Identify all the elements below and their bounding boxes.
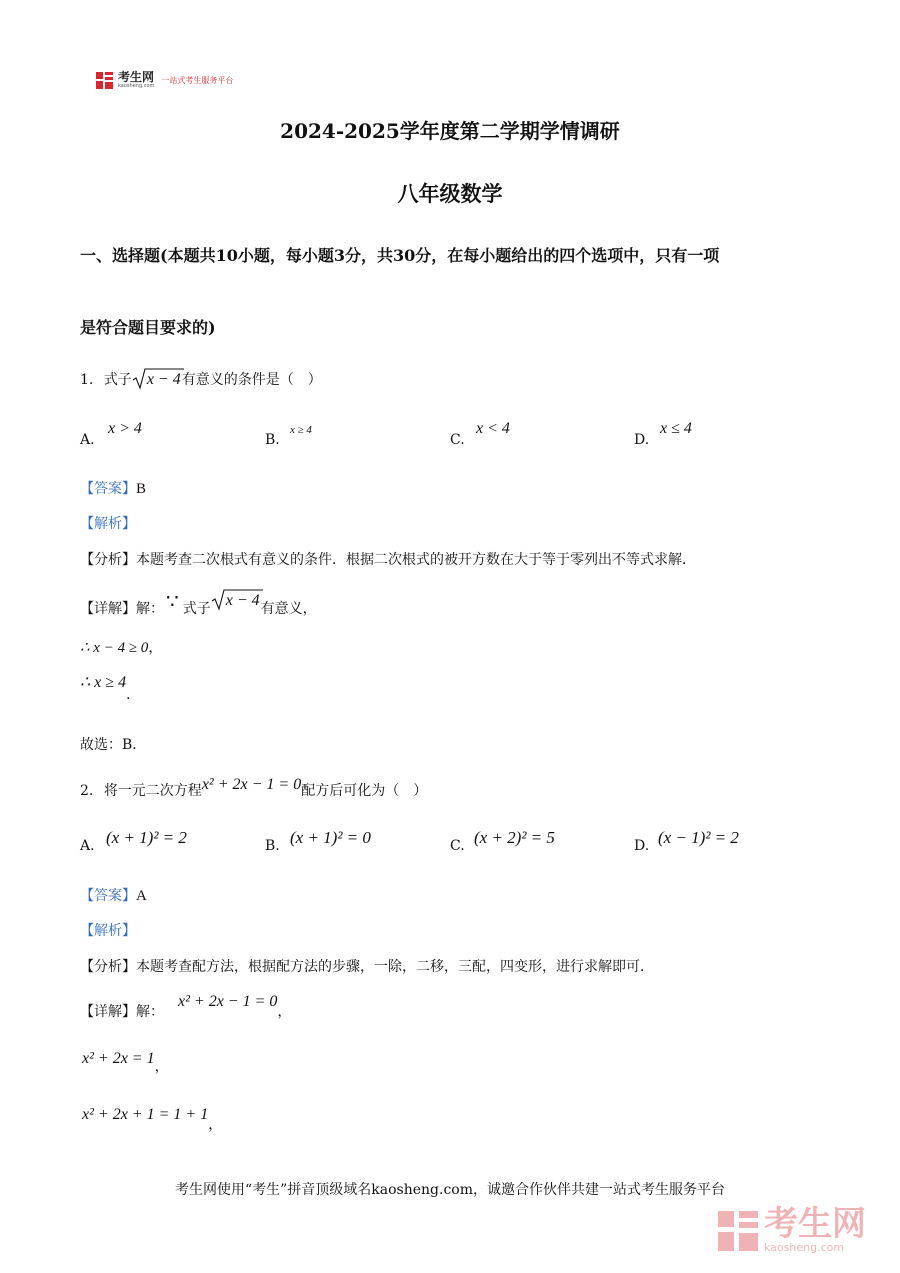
brand-slogan: 一站式考生服务平台 [161,76,234,85]
stem-equation: x² + 2x − 1 = 0 [201,776,302,793]
q1-step-2 [80,672,141,703]
stem-suffix: 配方后可化为（ ） [301,783,428,799]
step-1-math: x² + 2x = 1 [82,1050,155,1067]
q1-option-a-math: x > 4 [108,420,142,437]
q2-option-b-label: B. [265,838,280,854]
q2-option-b-math: (x + 1)² = 0 [290,828,371,847]
detail-tag: 【详解】 [80,601,136,617]
q2-analysis [80,956,654,976]
section-heading-line1: 一、选择题(本题共10小题，每小题3分，共30分，在每小题给出的四个选项中，只有一项 [80,246,720,265]
q1-analysis-tag: 【解析】 [80,516,136,532]
q1-option-c-math: x < 4 [476,420,510,437]
question-2-stem [80,776,428,800]
detail-radical-sign-icon [211,588,263,612]
watermark [718,1204,866,1254]
q1-conclusion: 故选：B． [80,737,147,753]
q2-option-c-label: C. [450,838,465,854]
page-footer: 考生网使用“考生”拼音顶级域名kaosheng.com，诚邀合作伙伴共建一站式考生服务平台 [174,1182,726,1198]
watermark-name: 考生网 [764,1204,866,1244]
question-number: 1. [80,372,94,388]
brand-name: 考生网 [118,70,155,84]
step-2-end: ． [126,687,141,703]
q2-step-2 [82,1104,223,1133]
fenxi-text: 本题考查配方法，根据配方法的步骤，一除，二移，三配，四变形，进行求解即可． [136,959,654,975]
q1-option-c-label: C. [450,432,465,448]
step-1-math: ∴ x − 4 ≥ 0 [80,640,149,656]
q2-option-a-math: (x + 1)² = 2 [106,828,187,847]
detail-tag: 【详解】 [80,1004,136,1020]
stem-suffix: 有意义的条件是（ ） [181,372,322,388]
q2-analysis-tag: 【解析】 [80,923,136,939]
page-title: 2024-2025学年度第二学期学情调研 [280,119,620,143]
sqrt-expression [132,371,182,389]
answer-value: A [136,888,147,904]
q1-option-d-math: x ≤ 4 [660,420,692,437]
logo-mark-icon [96,72,113,89]
question-1-stem [80,369,322,389]
q2-detail [80,993,292,1021]
answer-tag: 【答案】 [80,481,136,497]
q2-answer [80,885,147,905]
q1-detail [80,589,317,618]
fenxi-tag: 【分析】 [80,959,136,975]
q1-option-b-label: B. [265,432,280,448]
brand-domain: kaosheng.com [118,83,155,89]
answer-tag: 【答案】 [80,888,136,904]
detail-prefix: 解： [136,1004,164,1020]
q1-option-d-label: D. [634,432,650,448]
q1-analysis [80,549,696,569]
q2-option-d-math: (x − 1)² = 2 [658,828,739,847]
step-1-end: ， [148,640,163,656]
detail-text-2: 有意义， [260,601,317,617]
q2-step-1 [82,1048,169,1075]
brand-logo [96,72,233,89]
step-1-end: ， [154,1059,169,1075]
step-2-end: ， [208,1117,223,1133]
step-2-math: ∴ x ≥ 4 [80,674,127,691]
detail-prefix: 解： [136,601,164,617]
q2-option-a-label: A. [80,838,95,854]
watermark-domain: kaosheng.com [764,1241,845,1254]
detail-end: ， [277,1004,292,1020]
detail-equation: x² + 2x − 1 = 0 [178,993,278,1010]
because-symbol: ∵ [166,589,179,613]
detail-radicand: x − 4 [225,592,260,609]
fenxi-tag: 【分析】 [80,552,136,568]
page-subtitle: 八年级数学 [397,181,503,206]
fenxi-text: 本题考查二次根式有意义的条件．根据二次根式的被开方数在大于等于零列出不等式求解． [136,552,696,568]
q2-option-d-label: D. [634,838,650,854]
q1-option-a-label: A. [80,432,95,448]
section-heading-line2: 是符合题目要求的) [80,318,216,337]
detail-sqrt-expression [211,592,261,610]
q2-option-c-math: (x + 2)² = 5 [474,828,555,847]
answer-value: B [136,481,147,497]
q1-answer [80,478,146,498]
step-2-math: x² + 2x + 1 = 1 + 1 [82,1106,209,1123]
q1-step-1 [80,637,162,657]
q1-option-b-math: x ≥ 4 [290,424,312,436]
radicand: x − 4 [146,371,181,388]
detail-text-1: 式子 [182,601,211,617]
stem-prefix: 式子 [103,372,132,388]
watermark-logo-icon [718,1211,758,1251]
radical-sign-icon [132,367,184,391]
question-number: 2. [80,783,94,799]
stem-prefix: 将一元二次方程 [103,783,202,799]
